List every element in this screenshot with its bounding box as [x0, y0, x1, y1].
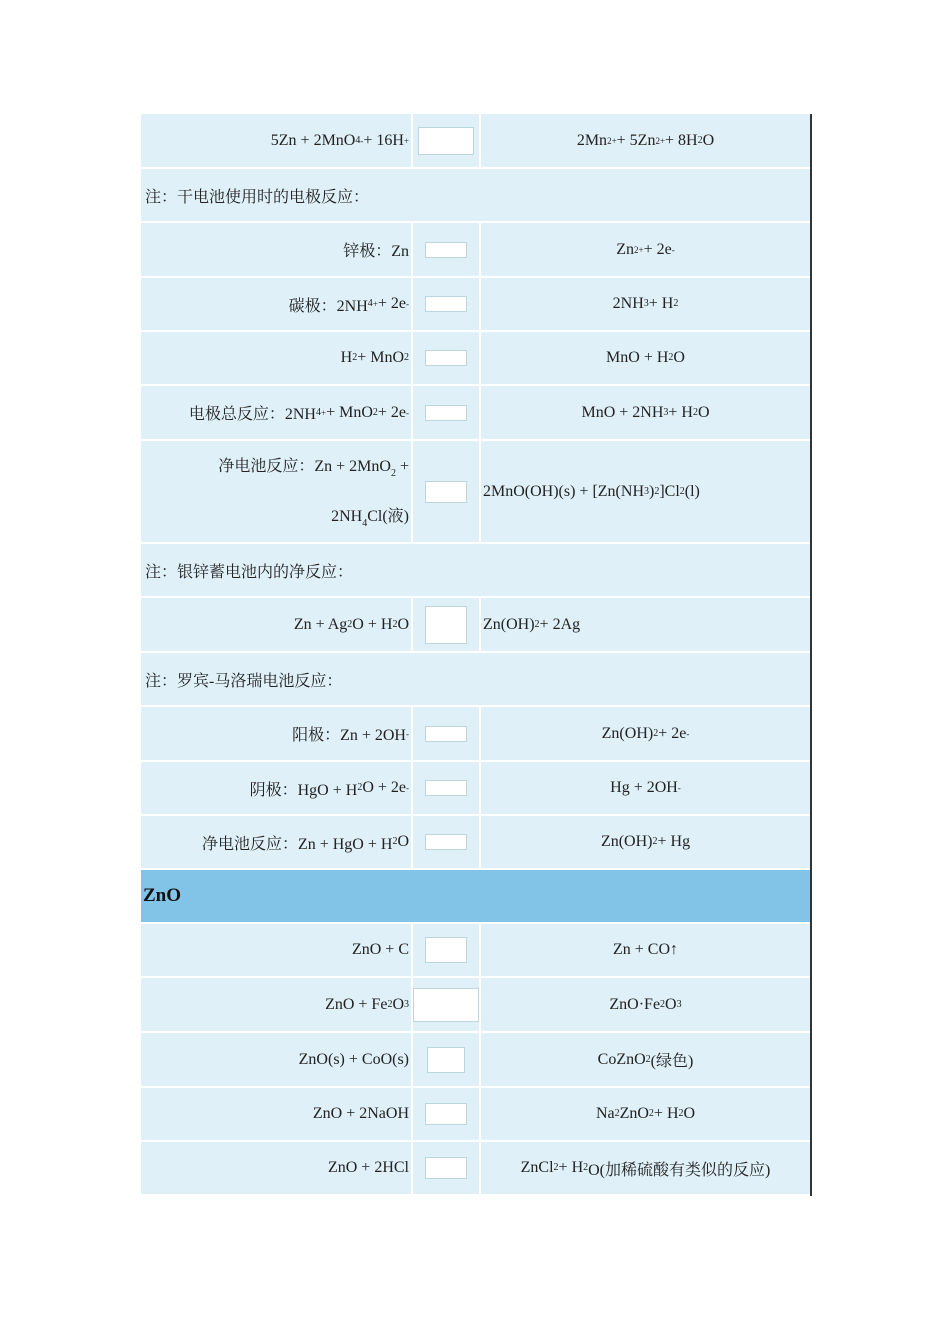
reactants-cell: 电极总反应：2NH 4 + + MnO 2 + 2e -	[141, 386, 413, 439]
products-cell: ZnO·Fe 2 O 3	[481, 978, 810, 1031]
reaction-arrow-image	[427, 1047, 465, 1073]
reaction-arrow-image	[425, 606, 467, 644]
arrow-cell	[413, 386, 481, 439]
reaction-arrow-image	[425, 1103, 467, 1125]
reaction-arrow-image	[425, 481, 467, 503]
reaction-arrow-image	[425, 242, 467, 258]
reaction-arrow-image	[425, 350, 467, 366]
reactants-cell: 净电池反应：Zn + 2MnO$_2$ + $2NH_4Cl$(液)	[141, 441, 413, 542]
equation-row	[141, 924, 810, 978]
arrow-cell	[413, 1033, 481, 1086]
reactants-cell: Zn + Ag 2 O + H 2 O	[141, 598, 413, 651]
arrow-cell	[413, 707, 481, 760]
equation-row	[141, 114, 810, 169]
reaction-arrow-image	[425, 1157, 467, 1179]
reactants-cell: ZnO + C	[141, 924, 413, 976]
reactants-cell: 锌极：Zn	[141, 223, 413, 276]
note-row: 注：罗宾-马洛瑞电池反应：	[141, 653, 810, 707]
products-cell: MnO + H 2 O	[481, 332, 810, 384]
reaction-arrow-image	[425, 296, 467, 312]
arrow-cell	[413, 114, 481, 167]
reaction-arrow-image	[425, 937, 467, 963]
reaction-arrow-image	[418, 127, 474, 155]
products-cell: 2MnO(OH)(s) + [Zn(NH 3 ) 2 ]Cl 2 (l)	[481, 441, 810, 542]
reaction-arrow-image	[425, 726, 467, 742]
products-cell: Na 2 ZnO 2 + H 2 O	[481, 1088, 810, 1140]
reactants-cell: H 2 + MnO 2	[141, 332, 413, 384]
products-cell: ZnCl 2 + H 2 O(加稀硫酸有类似的反应)	[481, 1142, 810, 1194]
reactants-cell: ZnO + 2HCl	[141, 1142, 413, 1194]
note-row: 注：干电池使用时的电极反应：	[141, 169, 810, 223]
arrow-cell	[413, 598, 481, 651]
arrow-cell	[413, 441, 481, 542]
reaction-arrow-image	[425, 780, 467, 796]
products-cell: Zn 2+ + 2e -	[481, 223, 810, 276]
products-cell: CoZnO 2 (绿色)	[481, 1033, 810, 1086]
note-row: 注：银锌蓄电池内的净反应：	[141, 544, 810, 598]
equation-row	[141, 332, 810, 386]
reaction-arrow-image	[425, 405, 467, 421]
products-cell: Zn + CO↑	[481, 924, 810, 976]
reactants-cell: 碳极：2NH 4 + + 2e -	[141, 278, 413, 330]
equation-row	[141, 1142, 810, 1196]
products-cell: 2Mn 2+ + 5Zn 2+ + 8H 2 O	[481, 114, 810, 167]
equation-row	[141, 223, 810, 278]
section-header: ZnO	[141, 870, 810, 924]
equation-row	[141, 816, 810, 870]
equation-row	[141, 278, 810, 332]
reactants-cell: ZnO(s) + CoO(s)	[141, 1033, 413, 1086]
equation-row	[141, 598, 810, 653]
arrow-cell	[413, 278, 481, 330]
products-cell: Zn(OH) 2 + 2e -	[481, 707, 810, 760]
arrow-cell	[413, 1088, 481, 1140]
arrow-cell	[413, 332, 481, 384]
arrow-cell	[413, 978, 481, 1031]
arrow-cell	[413, 816, 481, 868]
arrow-cell	[413, 1142, 481, 1194]
reactants-cell: 5Zn + 2MnO 4 - + 16H +	[141, 114, 413, 167]
arrow-cell	[413, 762, 481, 814]
products-cell: Zn(OH) 2 + 2Ag	[481, 598, 810, 651]
reaction-arrow-image	[413, 988, 479, 1022]
equation-row	[141, 386, 810, 441]
reaction-arrow-image	[425, 834, 467, 850]
reactants-cell: 阳极：Zn + 2OH -	[141, 707, 413, 760]
equation-row	[141, 1033, 810, 1088]
reaction-table	[141, 114, 812, 1196]
arrow-cell	[413, 924, 481, 976]
reactants-cell: ZnO + Fe 2 O 3	[141, 978, 413, 1031]
products-cell: Hg + 2OH -	[481, 762, 810, 814]
equation-row	[141, 441, 810, 544]
equation-row	[141, 762, 810, 816]
reactants-cell: 阴极：HgO + H 2 O + 2e -	[141, 762, 413, 814]
products-cell: Zn(OH) 2 + Hg	[481, 816, 810, 868]
equation-row	[141, 707, 810, 762]
products-cell: MnO + 2NH 3 + H 2 O	[481, 386, 810, 439]
equation-row	[141, 978, 810, 1033]
reactants-cell: 净电池反应：Zn + HgO + H 2 O	[141, 816, 413, 868]
reactants-cell: ZnO + 2NaOH	[141, 1088, 413, 1140]
arrow-cell	[413, 223, 481, 276]
equation-row	[141, 1088, 810, 1142]
products-cell: 2NH 3 + H 2	[481, 278, 810, 330]
